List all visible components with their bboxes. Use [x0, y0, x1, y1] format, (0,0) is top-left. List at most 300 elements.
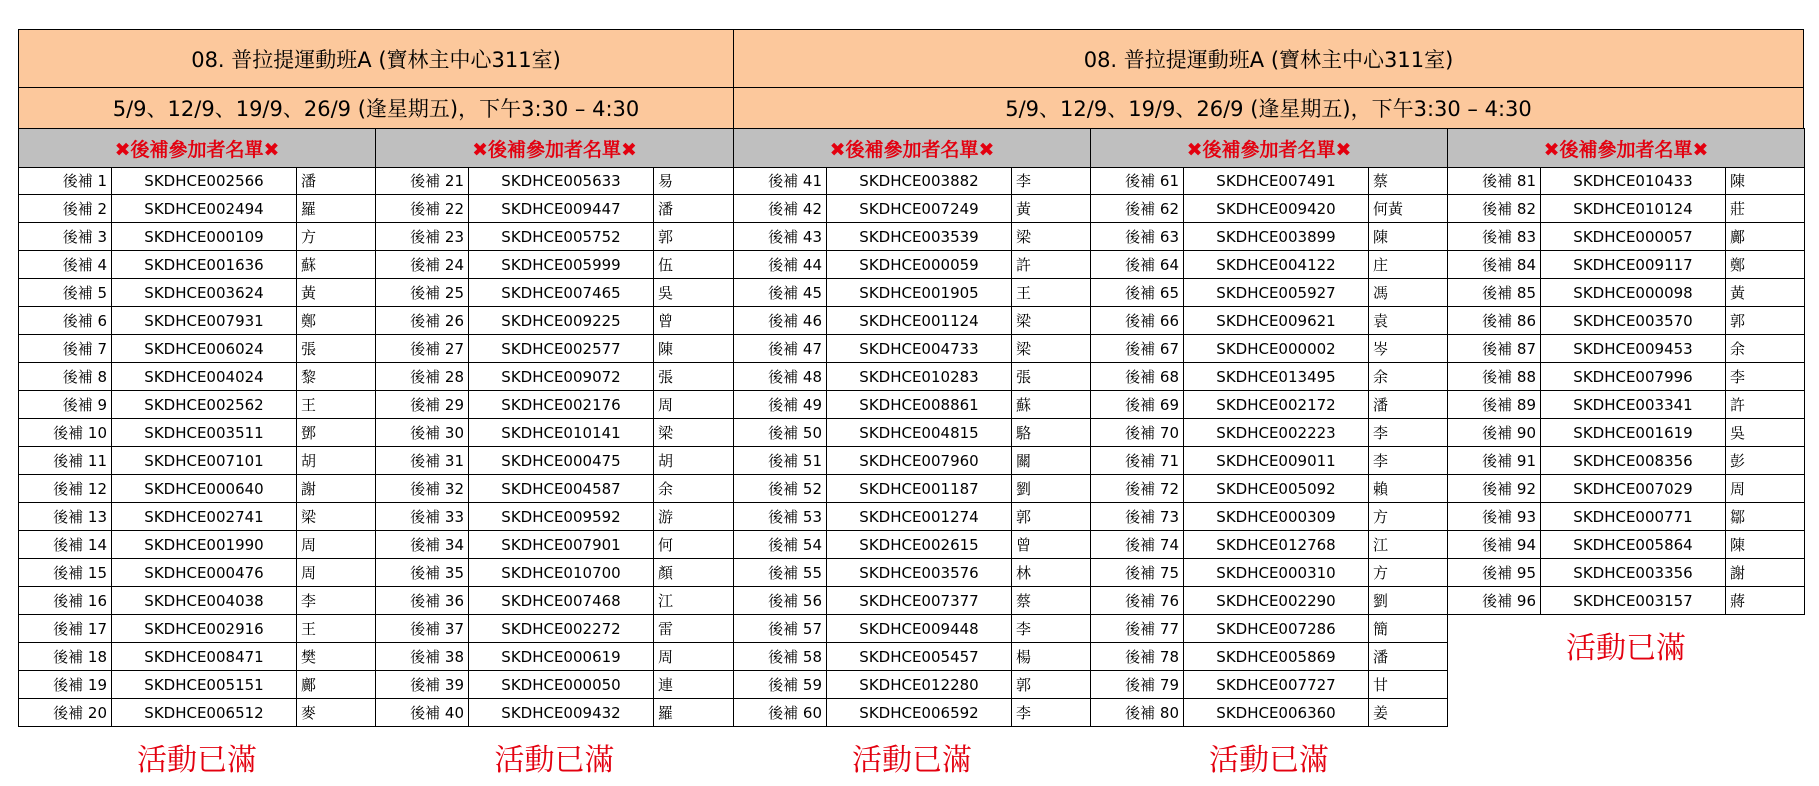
- member-surname: 關: [1016, 452, 1032, 470]
- member-surname: 李: [1373, 452, 1389, 470]
- waitlist-number: 後補 51: [734, 447, 827, 474]
- table-row: [1090, 307, 1448, 335]
- member-surname: 黃: [301, 284, 317, 302]
- table-row: [1090, 587, 1448, 615]
- activity-schedule: 5/9、12/9、19/9、26/9 (逢星期五)，下午3:30 – 4:30: [1005, 97, 1532, 121]
- member-id: SKDHCE008861: [827, 391, 1012, 418]
- member-id: SKDHCE009592: [469, 503, 654, 530]
- waitlist-number: 後補 63: [1091, 223, 1184, 250]
- member-surname: 周: [301, 536, 317, 554]
- member-id: SKDHCE004038: [112, 587, 297, 614]
- waitlist-header: [1090, 128, 1448, 168]
- member-surname: 鄺: [1730, 228, 1746, 246]
- table-row: [1090, 503, 1448, 531]
- waitlist-number: 後補 82: [1448, 195, 1541, 222]
- table-row: [1090, 167, 1448, 195]
- member-surname: 姜: [1373, 704, 1389, 722]
- waitlist-header: [1447, 128, 1805, 168]
- waitlist-number: 後補 73: [1091, 503, 1184, 530]
- waitlist-number: 後補 49: [734, 391, 827, 418]
- member-id: SKDHCE006024: [112, 335, 297, 362]
- member-surname: 游: [658, 508, 674, 526]
- table-row: [1447, 587, 1805, 615]
- member-id: SKDHCE003570: [1541, 307, 1726, 334]
- table-row: [18, 335, 376, 363]
- member-id: SKDHCE004733: [827, 335, 1012, 362]
- waitlist-number: 後補 31: [376, 447, 469, 474]
- table-row: [375, 559, 734, 587]
- member-id: SKDHCE000050: [469, 671, 654, 698]
- member-surname: 彭: [1730, 452, 1746, 470]
- member-surname: 周: [658, 396, 674, 414]
- table-row: [1090, 615, 1448, 643]
- member-surname: 袁: [1373, 312, 1389, 330]
- waitlist-number: 後補 13: [19, 503, 112, 530]
- member-id: SKDHCE010124: [1541, 195, 1726, 222]
- member-surname: 張: [1016, 368, 1032, 386]
- table-row: [18, 559, 376, 587]
- waitlist-number: 後補 42: [734, 195, 827, 222]
- table-row: [18, 419, 376, 447]
- member-id: SKDHCE001990: [112, 531, 297, 558]
- table-row: [375, 391, 734, 419]
- waitlist-header-label: ✖後補參加者名單✖: [472, 138, 637, 161]
- member-surname: 余: [1373, 368, 1389, 386]
- member-surname: 李: [1016, 620, 1032, 638]
- member-id: SKDHCE000002: [1184, 335, 1369, 362]
- member-surname: 鄧: [301, 424, 317, 442]
- member-id: SKDHCE002577: [469, 335, 654, 362]
- activity-full-label: 活動已滿: [1209, 743, 1329, 778]
- member-surname: 黃: [1730, 284, 1746, 302]
- table-row: [733, 363, 1091, 391]
- table-row: [18, 699, 376, 727]
- waitlist-number: 後補 3: [19, 223, 112, 250]
- member-id: SKDHCE008471: [112, 643, 297, 670]
- member-id: SKDHCE000310: [1184, 559, 1369, 586]
- table-row: [1447, 251, 1805, 279]
- member-surname: 吳: [658, 284, 674, 302]
- member-surname: 何黃: [1373, 200, 1404, 218]
- waitlist-number: 後補 24: [376, 251, 469, 278]
- member-surname: 賴: [1373, 480, 1389, 498]
- waitlist-number: 後補 64: [1091, 251, 1184, 278]
- member-id: SKDHCE012768: [1184, 531, 1369, 558]
- member-surname: 陳: [1730, 536, 1746, 554]
- member-surname: 李: [1730, 368, 1746, 386]
- member-surname: 梁: [301, 508, 317, 526]
- member-surname: 許: [1730, 396, 1746, 414]
- member-surname: 梁: [1016, 228, 1032, 246]
- member-id: SKDHCE009117: [1541, 251, 1726, 278]
- member-id: SKDHCE007286: [1184, 615, 1369, 642]
- member-surname: 周: [658, 648, 674, 666]
- waitlist-number: 後補 20: [19, 699, 112, 726]
- member-id: SKDHCE005752: [469, 223, 654, 250]
- member-id: SKDHCE003511: [112, 419, 297, 446]
- member-surname: 潘: [1373, 396, 1389, 414]
- waitlist-number: 後補 44: [734, 251, 827, 278]
- member-id: SKDHCE005999: [469, 251, 654, 278]
- waitlist-number: 後補 34: [376, 531, 469, 558]
- member-surname: 黃: [1016, 200, 1032, 218]
- member-surname: 梁: [658, 424, 674, 442]
- waitlist-header: [18, 128, 376, 168]
- table-row: [18, 195, 376, 223]
- member-id: SKDHCE004122: [1184, 251, 1369, 278]
- member-surname: 李: [1373, 424, 1389, 442]
- table-row: [18, 587, 376, 615]
- member-surname: 麥: [301, 704, 317, 722]
- member-id: SKDHCE007101: [112, 447, 297, 474]
- member-id: SKDHCE012280: [827, 671, 1012, 698]
- table-row: [1090, 279, 1448, 307]
- waitlist-number: 後補 89: [1448, 391, 1541, 418]
- waitlist-number: 後補 76: [1091, 587, 1184, 614]
- member-surname: 方: [1373, 508, 1389, 526]
- table-row: [18, 475, 376, 503]
- member-surname: 王: [301, 396, 317, 414]
- table-row: [375, 671, 734, 699]
- waitlist-number: 後補 59: [734, 671, 827, 698]
- waitlist-number: 後補 15: [19, 559, 112, 586]
- member-id: SKDHCE010433: [1541, 167, 1726, 194]
- member-surname: 甘: [1373, 676, 1389, 694]
- member-id: SKDHCE005457: [827, 643, 1012, 670]
- table-row: [375, 335, 734, 363]
- member-id: SKDHCE000640: [112, 475, 297, 502]
- member-surname: 郭: [1730, 312, 1746, 330]
- waitlist-number: 後補 68: [1091, 363, 1184, 390]
- member-id: SKDHCE009432: [469, 699, 654, 726]
- member-id: SKDHCE010141: [469, 419, 654, 446]
- member-id: SKDHCE008356: [1541, 447, 1726, 474]
- member-surname: 鄭: [301, 312, 317, 330]
- member-id: SKDHCE007468: [469, 587, 654, 614]
- table-row: [18, 391, 376, 419]
- member-id: SKDHCE007996: [1541, 363, 1726, 390]
- waitlist-number: 後補 19: [19, 671, 112, 698]
- member-surname: 林: [1016, 564, 1032, 582]
- table-row: [1447, 559, 1805, 587]
- waitlist-number: 後補 26: [376, 307, 469, 334]
- member-id: SKDHCE009447: [469, 195, 654, 222]
- member-id: SKDHCE003341: [1541, 391, 1726, 418]
- member-id: SKDHCE003157: [1541, 587, 1726, 614]
- table-row: [375, 587, 734, 615]
- table-row: [733, 587, 1091, 615]
- member-id: SKDHCE001274: [827, 503, 1012, 530]
- waitlist-number: 後補 48: [734, 363, 827, 390]
- table-row: [733, 643, 1091, 671]
- member-id: SKDHCE007465: [469, 279, 654, 306]
- member-id: SKDHCE003356: [1541, 559, 1726, 586]
- waitlist-number: 後補 56: [734, 587, 827, 614]
- member-id: SKDHCE007901: [469, 531, 654, 558]
- member-surname: 王: [1016, 284, 1032, 302]
- member-surname: 駱: [1016, 424, 1032, 442]
- member-surname: 陳: [658, 340, 674, 358]
- table-row: [18, 363, 376, 391]
- waitlist-number: 後補 29: [376, 391, 469, 418]
- member-id: SKDHCE000309: [1184, 503, 1369, 530]
- member-id: SKDHCE000475: [469, 447, 654, 474]
- waitlist-header-label: ✖後補參加者名單✖: [114, 138, 280, 161]
- member-surname: 張: [658, 368, 674, 386]
- activity-full-label: 活動已滿: [494, 743, 615, 778]
- waitlist-number: 後補 43: [734, 223, 827, 250]
- waitlist-number: 後補 71: [1091, 447, 1184, 474]
- member-id: SKDHCE005092: [1184, 475, 1369, 502]
- member-surname: 連: [658, 676, 674, 694]
- waitlist-number: 後補 67: [1091, 335, 1184, 362]
- member-id: SKDHCE002562: [112, 391, 297, 418]
- table-row: [1090, 643, 1448, 671]
- waitlist-number: 後補 18: [19, 643, 112, 670]
- table-row: [1447, 391, 1805, 419]
- member-id: SKDHCE001905: [827, 279, 1012, 306]
- waitlist-number: 後補 65: [1091, 279, 1184, 306]
- member-id: SKDHCE004024: [112, 363, 297, 390]
- member-surname: 方: [301, 228, 317, 246]
- table-row: [1090, 419, 1448, 447]
- member-id: SKDHCE001187: [827, 475, 1012, 502]
- waitlist-number: 後補 83: [1448, 223, 1541, 250]
- waitlist-header-label: ✖後補參加者名單✖: [1186, 138, 1352, 161]
- member-surname: 周: [1730, 480, 1746, 498]
- table-row: [18, 307, 376, 335]
- member-id: SKDHCE007931: [112, 307, 297, 334]
- member-surname: 羅: [658, 704, 674, 722]
- table-row: [375, 307, 734, 335]
- table-row: [733, 419, 1091, 447]
- member-surname: 王: [301, 620, 317, 638]
- schedule-cell-left: [18, 87, 734, 129]
- waitlist-number: 後補 25: [376, 279, 469, 306]
- table-row: [1090, 363, 1448, 391]
- member-id: SKDHCE002176: [469, 391, 654, 418]
- waitlist-number: 後補 79: [1091, 671, 1184, 698]
- waitlist-number: 後補 88: [1448, 363, 1541, 390]
- member-id: SKDHCE009621: [1184, 307, 1369, 334]
- table-row: [375, 615, 734, 643]
- member-id: SKDHCE003882: [827, 167, 1012, 194]
- member-id: SKDHCE009420: [1184, 195, 1369, 222]
- member-id: SKDHCE002741: [112, 503, 297, 530]
- waitlist-number: 後補 80: [1091, 699, 1184, 726]
- waitlist-number: 後補 46: [734, 307, 827, 334]
- table-row: [1447, 223, 1805, 251]
- member-id: SKDHCE013495: [1184, 363, 1369, 390]
- member-surname: 劉: [1016, 480, 1032, 498]
- activity-schedule: 5/9、12/9、19/9、26/9 (逢星期五)，下午3:30 – 4:30: [112, 97, 640, 121]
- table-row: [733, 559, 1091, 587]
- waitlist-number: 後補 23: [376, 223, 469, 250]
- member-id: SKDHCE001636: [112, 251, 297, 278]
- table-row: [733, 671, 1091, 699]
- member-id: SKDHCE001124: [827, 307, 1012, 334]
- table-row: [375, 419, 734, 447]
- member-surname: 謝: [1730, 564, 1746, 582]
- waitlist-number: 後補 53: [734, 503, 827, 530]
- member-surname: 梁: [1016, 340, 1032, 358]
- table-row: [1447, 167, 1805, 195]
- table-row: [375, 223, 734, 251]
- waitlist-number: 後補 10: [19, 419, 112, 446]
- table-row: [733, 699, 1091, 727]
- member-surname: 簡: [1373, 620, 1389, 638]
- member-surname: 莊: [1730, 200, 1746, 218]
- table-row: [733, 447, 1091, 475]
- waitlist-number: 後補 33: [376, 503, 469, 530]
- member-surname: 易: [658, 172, 674, 190]
- title-cell-left: [18, 29, 734, 88]
- member-id: SKDHCE006512: [112, 699, 297, 726]
- member-id: SKDHCE006360: [1184, 699, 1369, 726]
- title-cell-right: [733, 29, 1804, 88]
- member-surname: 何: [658, 536, 674, 554]
- waitlist-number: 後補 75: [1091, 559, 1184, 586]
- table-row: [375, 251, 734, 279]
- table-row: [1090, 223, 1448, 251]
- waitlist-header: [733, 128, 1091, 168]
- table-row: [18, 643, 376, 671]
- table-row: [375, 195, 734, 223]
- member-id: SKDHCE002272: [469, 615, 654, 642]
- waitlist-number: 後補 11: [19, 447, 112, 474]
- waitlist-number: 後補 8: [19, 363, 112, 390]
- table-row: [1447, 363, 1805, 391]
- waitlist-number: 後補 1: [19, 167, 112, 194]
- member-id: SKDHCE002494: [112, 195, 297, 222]
- member-surname: 陳: [1730, 172, 1746, 190]
- member-id: SKDHCE009072: [469, 363, 654, 390]
- table-row: [18, 279, 376, 307]
- member-id: SKDHCE005151: [112, 671, 297, 698]
- member-surname: 方: [1373, 564, 1389, 582]
- member-surname: 樊: [301, 648, 317, 666]
- waitlist-number: 後補 90: [1448, 419, 1541, 446]
- waitlist-number: 後補 96: [1448, 587, 1541, 614]
- member-id: SKDHCE002223: [1184, 419, 1369, 446]
- member-id: SKDHCE000771: [1541, 503, 1726, 530]
- waitlist-number: 後補 9: [19, 391, 112, 418]
- member-surname: 郭: [658, 228, 674, 246]
- table-row: [733, 391, 1091, 419]
- member-surname: 江: [1373, 536, 1389, 554]
- member-id: SKDHCE009453: [1541, 335, 1726, 362]
- member-surname: 余: [658, 480, 674, 498]
- waitlist-number: 後補 74: [1091, 531, 1184, 558]
- table-row: [1447, 335, 1805, 363]
- waitlist-number: 後補 77: [1091, 615, 1184, 642]
- table-row: [1447, 195, 1805, 223]
- table-row: [1090, 251, 1448, 279]
- member-surname: 張: [301, 340, 317, 358]
- table-row: [375, 531, 734, 559]
- waitlist-header-label: ✖後補參加者名單✖: [829, 138, 995, 161]
- member-surname: 馮: [1373, 284, 1389, 302]
- member-surname: 伍: [658, 256, 674, 274]
- waitlist-number: 後補 45: [734, 279, 827, 306]
- member-surname: 曾: [658, 312, 674, 330]
- activity-full-label: 活動已滿: [1566, 631, 1686, 666]
- member-surname: 岑: [1373, 340, 1389, 358]
- waitlist-number: 後補 61: [1091, 167, 1184, 194]
- member-surname: 潘: [301, 172, 317, 190]
- waitlist-number: 後補 30: [376, 419, 469, 446]
- waitlist-number: 後補 78: [1091, 643, 1184, 670]
- waitlist-number: 後補 69: [1091, 391, 1184, 418]
- waitlist-number: 後補 62: [1091, 195, 1184, 222]
- table-row: [1090, 671, 1448, 699]
- table-row: [733, 223, 1091, 251]
- member-surname: 吳: [1730, 424, 1746, 442]
- waitlist-number: 後補 58: [734, 643, 827, 670]
- waitlist-number: 後補 6: [19, 307, 112, 334]
- waitlist-number: 後補 39: [376, 671, 469, 698]
- waitlist-number: 後補 50: [734, 419, 827, 446]
- member-id: SKDHCE005864: [1541, 531, 1726, 558]
- member-id: SKDHCE002172: [1184, 391, 1369, 418]
- table-row: [1447, 279, 1805, 307]
- member-id: SKDHCE006592: [827, 699, 1012, 726]
- member-id: SKDHCE002290: [1184, 587, 1369, 614]
- member-id: SKDHCE003624: [112, 279, 297, 306]
- waitlist-number: 後補 81: [1448, 167, 1541, 194]
- member-surname: 余: [1730, 340, 1746, 358]
- waitlist-number: 後補 36: [376, 587, 469, 614]
- table-row: [1090, 559, 1448, 587]
- waitlist-number: 後補 66: [1091, 307, 1184, 334]
- activity-title: 08. 普拉提運動班A (寶林主中心311室): [191, 47, 561, 72]
- member-surname: 李: [1016, 172, 1032, 190]
- member-surname: 羅: [301, 200, 317, 218]
- waitlist-number: 後補 41: [734, 167, 827, 194]
- member-surname: 蘇: [1016, 396, 1032, 414]
- waitlist-number: 後補 60: [734, 699, 827, 726]
- table-row: [18, 223, 376, 251]
- table-row: [375, 363, 734, 391]
- table-row: [733, 335, 1091, 363]
- member-surname: 鄒: [1730, 508, 1746, 526]
- member-id: SKDHCE003899: [1184, 223, 1369, 250]
- waitlist-number: 後補 54: [734, 531, 827, 558]
- table-row: [1090, 391, 1448, 419]
- member-id: SKDHCE005633: [469, 167, 654, 194]
- table-row: [733, 475, 1091, 503]
- member-id: SKDHCE000109: [112, 223, 297, 250]
- member-surname: 潘: [658, 200, 674, 218]
- member-id: SKDHCE000057: [1541, 223, 1726, 250]
- table-row: [1090, 475, 1448, 503]
- waitlist-header-label: ✖後補參加者名單✖: [1543, 138, 1709, 161]
- waitlist-number: 後補 57: [734, 615, 827, 642]
- table-row: [18, 531, 376, 559]
- member-id: SKDHCE004587: [469, 475, 654, 502]
- table-row: [733, 251, 1091, 279]
- member-surname: 顏: [658, 564, 674, 582]
- table-row: [1447, 307, 1805, 335]
- member-id: SKDHCE003576: [827, 559, 1012, 586]
- waitlist-number: 後補 32: [376, 475, 469, 502]
- member-surname: 鄭: [1730, 256, 1746, 274]
- schedule-cell-right: [733, 87, 1804, 129]
- waitlist-number: 後補 22: [376, 195, 469, 222]
- table-row: [733, 307, 1091, 335]
- waitlist-number: 後補 14: [19, 531, 112, 558]
- member-id: SKDHCE007491: [1184, 167, 1369, 194]
